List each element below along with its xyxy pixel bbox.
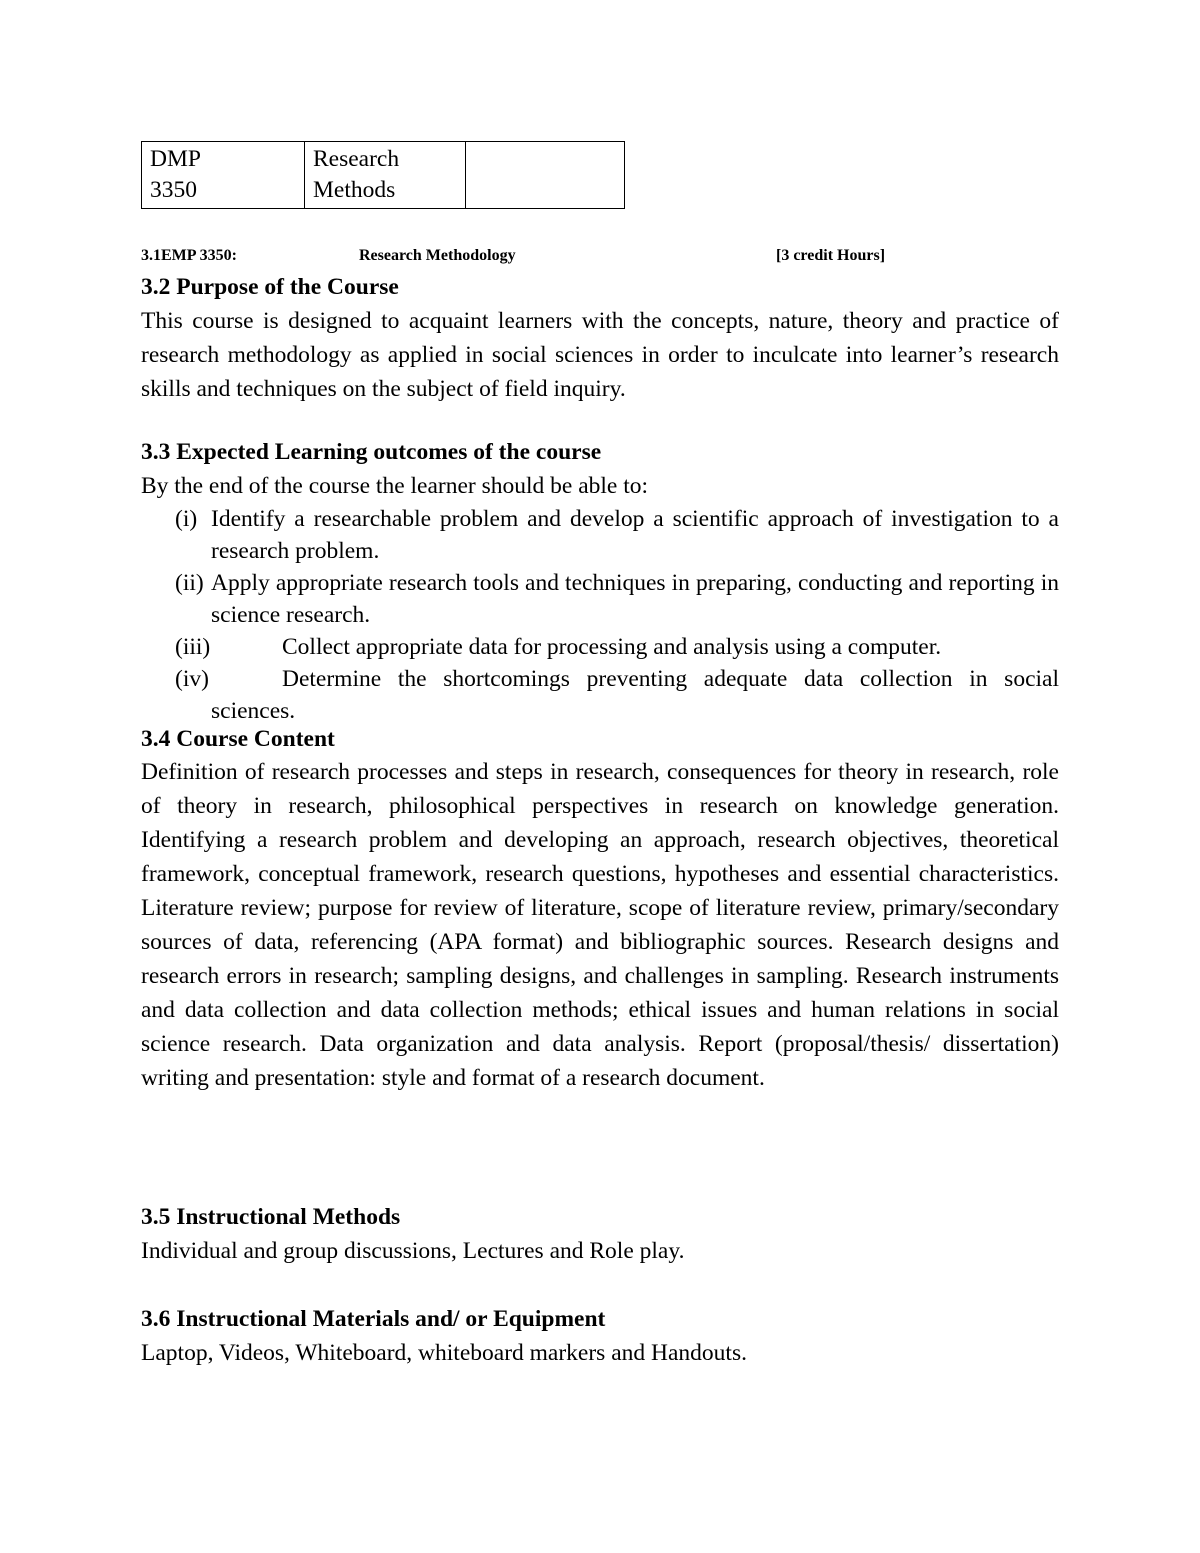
list-item [141,567,1059,631]
materials-section [141,1302,1059,1370]
table-row [142,142,625,209]
methods-section [141,1200,1059,1268]
table-cell-name [305,142,466,209]
list-item-number: (iv) [175,666,209,692]
course-title-line [141,239,1059,273]
table-cell-code-line2: 3350 [150,177,197,203]
outcomes-intro: By the end of the course the learner should be able to: [141,473,649,499]
methods-heading: 3.5 Instructional Methods [141,1204,401,1230]
list-item [141,503,1059,567]
content-text: Definition of research processes and steps in research, consequences for theory in research, role of theory in research, philosophical perspectives in research on knowledge generation. Identifying a research problem and developing an approach, research objectives, theoretical framework, conceptual framework, research questions, hypotheses and essential characteristics. Literature review; purpose for review of literature, scope of literature review, primary/secondary sources of data, referencing (APA format) and bibliographic sources. Research designs and research errors in research; sampling designs, and challenges in sampling. Research instruments and data collection and data collection methods; ethical issues and human relations in social science research. Data organization and data analysis. Report (proposal/thesis/ dissertation) writing and presentation: style and format of a research document. [141,759,1059,1091]
list-item [141,631,1059,663]
content-heading: 3.4 Course Content [141,726,335,752]
course-title: Research Methodology [359,247,516,264]
content-section [141,723,1059,1095]
course-code: 3.1EMP 3350: [141,247,237,264]
table-cell-name-line2: Methods [313,177,396,203]
outcomes-heading: 3.3 Expected Learning outcomes of the course [141,439,602,465]
methods-text: Individual and group discussions, Lectures and Role play. [141,1238,685,1264]
list-item-number: (i) [175,506,198,532]
list-item [141,663,1059,727]
list-item-text: Identify a researchable problem and develop a scientific approach of investigation to a research problem. [211,506,1059,564]
materials-text: Laptop, Videos, Whiteboard, whiteboard markers and Handouts. [141,1340,747,1366]
table-cell-code [142,142,305,209]
list-item-number: (iii) [175,634,211,660]
table-cell-name-line1: Research [313,146,400,172]
materials-heading: 3.6 Instructional Materials and/ or Equipment [141,1306,606,1332]
list-item-text: Collect appropriate data for processing and analysis using a computer. [282,634,942,660]
purpose-text: This course is designed to acquaint learners with the concepts, nature, theory and practice of research methodology as applied in social sciences in order to inculcate into learner’s research skills and techniques on the subject of field inquiry. [141,308,1059,402]
table-cell-empty [466,142,625,209]
outcomes-section [141,435,1059,727]
purpose-section [141,270,1059,406]
table-cell-code-line1: DMP [150,146,201,172]
list-item-number: (ii) [175,570,204,596]
course-credits: [3 credit Hours] [776,247,886,264]
list-item-text: Determine the shortcomings preventing adequate data collection in social sciences. [211,666,1059,724]
course-code-table [141,141,625,209]
purpose-heading: 3.2 Purpose of the Course [141,274,399,300]
outcomes-list [141,503,1059,727]
list-item-text: Apply appropriate research tools and techniques in preparing, conducting and reporting in science research. [211,570,1059,628]
